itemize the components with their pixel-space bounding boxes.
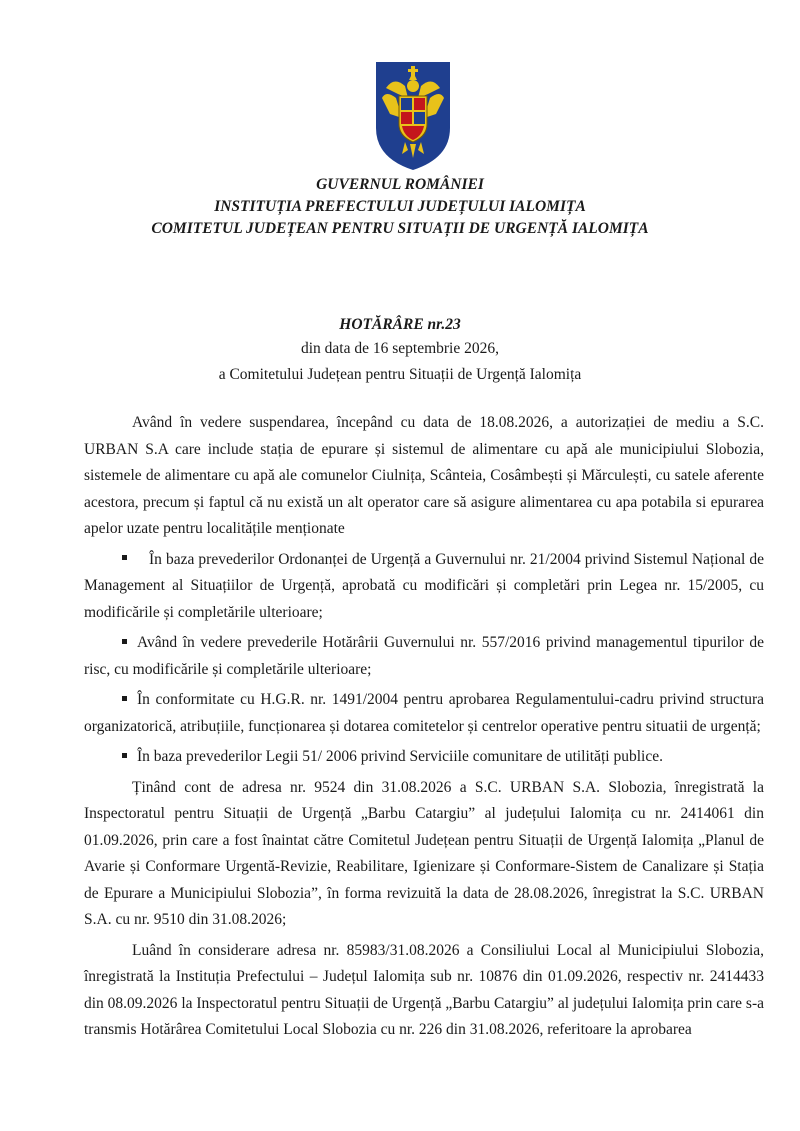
list-item [84, 687, 764, 740]
list-item-text: Având în vedere prevederile Hotărârii Guvernului nr. 557/2016 privind managementul tipurilor de risc, cu modificările și completările ulterioare; [84, 634, 764, 678]
list-item-text: În baza prevederilor Legii 51/ 2006 privind Serviciile comunitare de utilități publice. [137, 748, 663, 765]
decision-title: HOTĂRÂRE nr.23 [339, 316, 461, 333]
document-header [0, 174, 800, 240]
document-body [84, 410, 764, 1048]
list-item [84, 547, 764, 627]
list-item [84, 744, 764, 771]
romanian-coat-of-arms-icon [372, 58, 454, 172]
decision-heading [0, 314, 800, 388]
square-bullet-icon [122, 639, 127, 644]
header-government: GUVERNUL ROMÂNIEI [316, 176, 484, 193]
header-committee: COMITETUL JUDEȚEAN PENTRU SITUAȚII DE URGENȚĂ IALOMIȚA [151, 220, 649, 237]
list-item-text: În conformitate cu H.G.R. nr. 1491/2004 pentru aprobarea Regulamentului-cadru privind structura organizatorică, atribuțiile, funcționarea și dotarea comitetelor și centrelor operative pentru situatii de urgență; [84, 691, 764, 735]
header-institution: INSTITUȚIA PREFECTULUI JUDEȚULUI IALOMIȚA [214, 198, 586, 215]
decision-issuer: a Comitetului Județean pentru Situații de Urgență Ialomița [218, 366, 582, 383]
paragraph-context: Având în vedere suspendarea, începând cu data de 18.08.2026, a autorizației de mediu a S.C. URBAN S.A care include stația de epurare și sistemul de alimentare cu apă ale municipiului Slobozia, sistemele de alimentare cu apă ale comunelor Ciulnița, Scânteia, Cosâmbești și Mărculești, cu satele aferente acestora, precum și faptul că nu există un alt operator care să asigure alimentarea cu apa potabila si epurarea apelor uzate pentru localitățile menționate [84, 414, 764, 537]
square-bullet-icon [122, 555, 127, 560]
decision-date: din data de 16 septembrie 2026, [300, 340, 499, 357]
paragraph-address-council: Luând în considerare adresa nr. 85983/31.08.2026 a Consiliului Local al Municipiului Slobozia, înregistrată la Instituția Prefectului – Județul Ialomița sub nr. 10876 din 01.09.2026, respectiv nr. 2414433 din 08.09.2026 la Inspectoratul pentru Situații de Urgență „Barbu Catargiu” al județului Ialomița prin care s-a transmis Hotărârea Comitetului Local Slobozia cu nr. 226 din 31.08.2026, referitoare la aprobarea [84, 941, 764, 1038]
square-bullet-icon [122, 696, 127, 701]
list-item-text: În baza prevederilor Ordonanței de Urgență a Guvernului nr. 21/2004 privind Sistemul Național de Management al Situațiilor de Urgență, aprobată cu modificări și completări prin Legea nr. 15/2005, cu modificările și completările ulterioare; [84, 550, 764, 621]
list-item [84, 630, 764, 683]
paragraph-address-urban: Ținând cont de adresa nr. 9524 din 31.08.2026 a S.C. URBAN S.A. Slobozia, înregistrată la Inspectoratul pentru Situații de Urgență „Barbu Catargiu” al județului Ialomița cu nr. 2414061 din 01.09.2026, prin care a fost înaintat către Comitetul Județean pentru Situații de Urgență Ialomița „Planul de Avarie și Conformare Urgentă-Revizie, Reabilitare, Igienizare și Conformare-Sistem de Canalizare și Stația de Epurare a Municipiului Slobozia”, în forma revizuită la data de 28.08.2026, înregistrat la S.C. URBAN S.A. cu nr. 9510 din 31.08.2026; [84, 778, 764, 928]
square-bullet-icon [122, 753, 127, 758]
